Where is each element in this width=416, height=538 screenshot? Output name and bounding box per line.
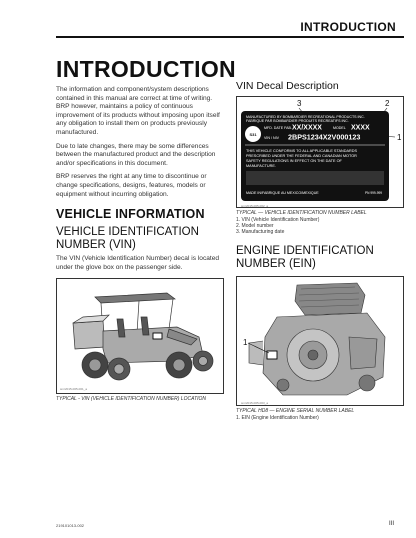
decal-model-value: XXXX <box>351 124 370 132</box>
page-title: INTRODUCTION <box>56 56 236 82</box>
intro-paragraph-3: BRP reserves the right at any time to discontinue or change specifications, designs, features, models or equipment without incurring obligation. <box>56 173 207 198</box>
vin-decal-figure <box>236 96 404 208</box>
vehicle-figure-caption: TYPICAL - VIN (VEHICLE IDENTIFICATION NUMBER) LOCATION <box>56 396 207 403</box>
legend-item: 3. Manufacturing date <box>236 229 285 235</box>
vin-location-text: The VIN (Vehicle Identification Number) decal is located under the glove box on the passenger side. <box>56 255 220 271</box>
decal-made-in: MADE IN/FABRIQUE AU MEXICO/MEXIQUE <box>246 191 319 195</box>
vin-decal-illustration <box>237 97 404 208</box>
decal-vin-label: VIN / NIV <box>264 136 279 140</box>
engine-figure-reference: smr2015-005-003_a <box>241 401 269 405</box>
engine-figure <box>236 276 404 406</box>
figure-reference: smr2015-005-001_a <box>60 387 88 392</box>
vehicle-information-heading: VEHICLE INFORMATION <box>56 207 205 222</box>
footer-page-number: III <box>388 521 394 527</box>
footer-doc-code: 219101013-002 <box>56 523 85 528</box>
intro-paragraph-1: The information and component/system descriptions contained in this manual are correct at time of writing. BRP however, maintains a policy of continuous improvement of its products without imposing upon itself any obligation to install them on products previously manufactured. <box>56 86 220 136</box>
legend-item: 1. VIN (Vehicle Identification Number) <box>236 217 320 223</box>
header-rule <box>56 36 404 38</box>
decal-mfd-label: MFD. DATE FAB. <box>264 126 292 130</box>
ein-heading: ENGINE IDENTIFICATION NUMBER (EIN) <box>236 245 374 270</box>
decal-standards-2: PRESCRIBED UNDER THE FEDERAL AND CANADIAN MOTOR <box>246 154 357 158</box>
decal-part-number: PN 999-999 <box>365 191 383 195</box>
decal-manufacturer-fr: FABRIQUE PAR BOMBARDIER PRODUITS RECREATIFS INC. <box>246 119 349 123</box>
vin-decal-legend <box>236 217 404 235</box>
callout-2: 2 <box>385 99 390 108</box>
engine-legend <box>236 415 404 421</box>
decal-manufacturer: MANUFACTURED BY BOMBARDIER RECREATIONAL PRODUCTS INC. <box>246 115 365 119</box>
left-column <box>56 56 236 403</box>
decal-vin-value: 2BPS1234X2V000123 <box>288 132 361 142</box>
side-by-side-vehicle-illustration <box>57 279 224 394</box>
callout-3: 3 <box>297 99 302 108</box>
decal-standards-3: SAFETY REGULATIONS IN EFFECT ON THE DATE OF <box>246 159 342 163</box>
decal-mfd-value: XX/XXXX <box>292 124 322 132</box>
vin-decal-title: VIN Decal Description <box>236 80 339 92</box>
engine-illustration <box>237 277 404 406</box>
decal-figure-reference: smr2015-005-002_a <box>241 204 269 208</box>
vin-heading: VEHICLE IDENTIFICATION NUMBER (VIN) <box>56 226 199 251</box>
decal-seal-text: S31 <box>249 132 257 137</box>
callout-1: 1 <box>397 133 402 142</box>
vehicle-figure <box>56 278 224 394</box>
decal-standards-1: THIS VEHICLE CONFORMS TO ALL APPLICABLE STANDARDS <box>246 149 358 153</box>
decal-model-label: MODEL <box>333 126 346 130</box>
legend-item: 2. Model number <box>236 223 274 229</box>
legend-item: 1. EIN (Engine Identification Number) <box>236 415 319 421</box>
decal-standards-4: MANUFACTURE. <box>246 164 276 168</box>
vin-decal-caption: TYPICAL — VEHICLE IDENTIFICATION NUMBER LABEL <box>236 210 367 216</box>
running-header-title: INTRODUCTION <box>300 20 396 34</box>
intro-paragraph-2: Due to late changes, there may be some differences between the manufactured product and the description and/or specifications in this document. <box>56 142 216 167</box>
callout-ein: 1 <box>243 338 248 347</box>
engine-figure-caption: TYPICAL HD8 — ENGINE SERIAL NUMBER LABEL <box>236 408 355 414</box>
right-column <box>236 80 404 421</box>
